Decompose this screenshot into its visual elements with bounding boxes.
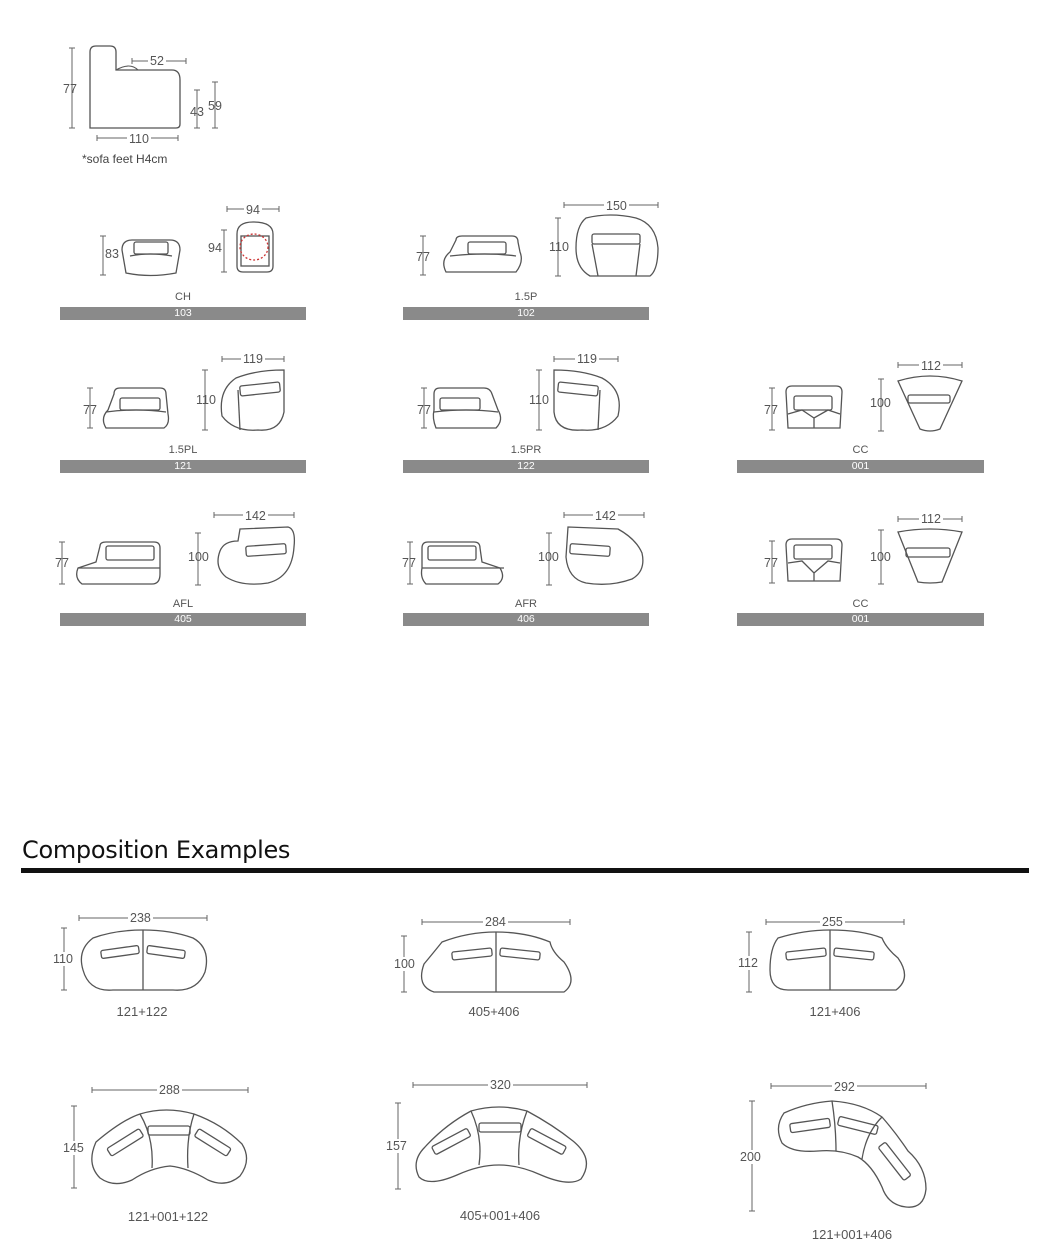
cc-top-depth: 100 xyxy=(870,396,891,410)
comp-121-001-406-drawing xyxy=(740,1077,940,1217)
cc2-front-drawing xyxy=(766,537,856,587)
1-5pl-front-height: 77 xyxy=(83,403,97,417)
comp-121-406-width: 255 xyxy=(822,915,843,929)
cc-top-width: 112 xyxy=(921,359,941,373)
1-5pl-front-drawing xyxy=(84,384,184,434)
comp-121-001-122-depth: 145 xyxy=(63,1141,84,1155)
1-5p-front-height: 77 xyxy=(416,250,430,264)
cc2-name: CC xyxy=(852,598,869,610)
comp-121-001-406-depth: 200 xyxy=(740,1150,761,1164)
1-5pl-top-width: 119 xyxy=(243,352,263,366)
section-title: Composition Examples xyxy=(22,836,291,864)
afr-name: AFR xyxy=(515,598,537,610)
afl-front-drawing xyxy=(56,538,176,588)
comp-121-001-122-drawing xyxy=(62,1080,262,1195)
section-divider xyxy=(21,868,1029,873)
comp-121-406-label: 121+406 xyxy=(809,1004,861,1019)
comp-121-122-width: 238 xyxy=(130,911,151,925)
feet-note: *sofa feet H4cm xyxy=(82,152,168,166)
height-label: 77 xyxy=(63,82,77,96)
1-5pl-code-bar: 121 xyxy=(60,460,306,473)
arm-height-label: 59 xyxy=(208,99,222,113)
1-5p-code-bar: 102 xyxy=(403,307,649,320)
afl-name: AFL xyxy=(172,598,194,610)
ch-top-width: 94 xyxy=(246,203,260,217)
comp-405-001-406-drawing xyxy=(385,1075,600,1195)
1-5p-top-width: 150 xyxy=(606,199,627,213)
comp-121-122-label: 121+122 xyxy=(116,1004,168,1019)
cc-front-drawing xyxy=(766,384,856,434)
afr-front-drawing xyxy=(404,538,514,588)
1-5pr-front-height: 77 xyxy=(417,403,431,417)
comp-121-001-406-width: 292 xyxy=(834,1080,855,1094)
depth-top-label: 52 xyxy=(150,54,164,68)
afl-code-bar: 405 xyxy=(60,613,306,626)
1-5pr-top-depth: 110 xyxy=(529,393,549,407)
ch-name: CH xyxy=(175,291,191,303)
comp-405-406-depth: 100 xyxy=(394,957,415,971)
cc2-code-bar: 001 xyxy=(737,613,984,626)
afr-top-depth: 100 xyxy=(538,550,559,564)
comp-405-001-406-width: 320 xyxy=(490,1078,511,1092)
cc2-front-height: 77 xyxy=(764,556,778,570)
seat-height-label: 43 xyxy=(190,105,204,119)
comp-121-122-depth: 110 xyxy=(53,952,73,966)
ch-front-height: 83 xyxy=(105,247,119,261)
1-5p-front-drawing xyxy=(416,230,526,280)
cc-front-height: 77 xyxy=(764,403,778,417)
comp-121-001-122-label: 121+001+122 xyxy=(127,1209,209,1224)
ch-top-depth: 94 xyxy=(208,241,222,255)
comp-121-406-depth: 112 xyxy=(738,956,758,970)
comp-405-001-406-depth: 157 xyxy=(386,1139,407,1153)
afr-code-bar: 406 xyxy=(403,613,649,626)
1-5pr-front-drawing xyxy=(418,384,518,434)
cc-code-bar: 001 xyxy=(737,460,984,473)
1-5pr-code-bar: 122 xyxy=(403,460,649,473)
1-5pr-name: 1.5PR xyxy=(510,444,542,456)
afl-top-depth: 100 xyxy=(188,550,209,564)
cc2-top-depth: 100 xyxy=(870,550,891,564)
afl-top-width: 142 xyxy=(245,509,266,523)
cc2-top-width: 112 xyxy=(921,512,941,526)
comp-405-406-width: 284 xyxy=(485,915,506,929)
depth-label: 110 xyxy=(129,132,149,146)
1-5p-name: 1.5P xyxy=(514,291,538,303)
1-5p-top-depth: 110 xyxy=(549,240,569,254)
1-5pr-top-width: 119 xyxy=(577,352,597,366)
side-profile-outline xyxy=(60,40,230,140)
1-5pl-top-depth: 110 xyxy=(196,393,216,407)
1-5pl-name: 1.5PL xyxy=(168,444,198,456)
ch-code-bar: 103 xyxy=(60,307,306,320)
afl-front-height: 77 xyxy=(55,556,69,570)
cc-name: CC xyxy=(852,444,869,456)
afr-top-width: 142 xyxy=(595,509,616,523)
afr-front-height: 77 xyxy=(402,556,416,570)
comp-121-001-406-label: 121+001+406 xyxy=(811,1227,893,1242)
comp-121-001-122-width: 288 xyxy=(159,1083,180,1097)
comp-405-001-406-label: 405+001+406 xyxy=(459,1208,541,1223)
comp-405-406-label: 405+406 xyxy=(468,1004,520,1019)
